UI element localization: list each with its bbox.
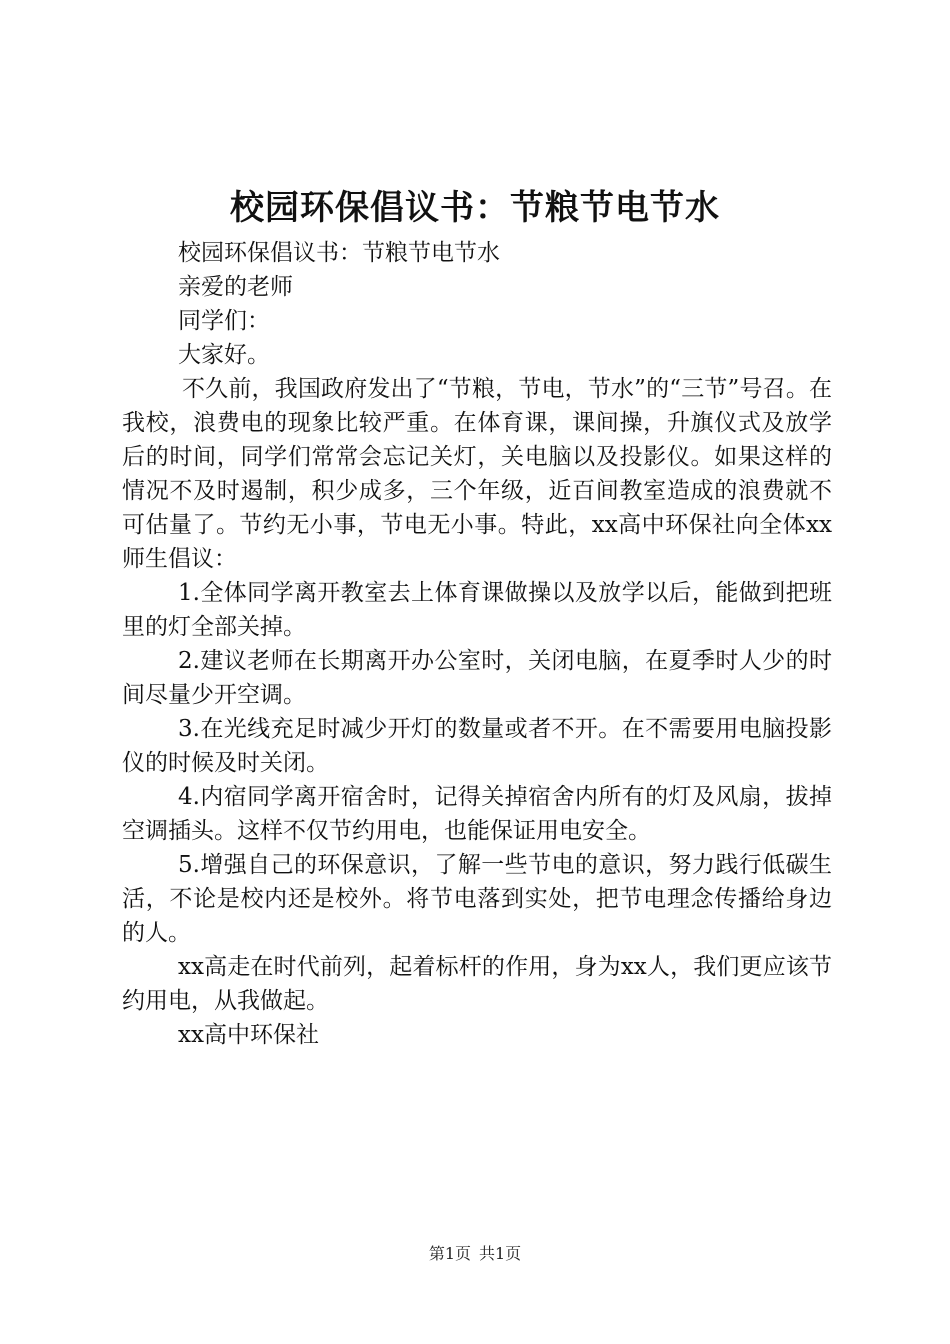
paragraph-greeting: 大家好。 bbox=[178, 342, 270, 368]
paragraph-item-2: 2.建议老师在长期离开办公室时，关闭电脑，在夏季时人少的时间尽量少开空调。 bbox=[122, 648, 832, 708]
paragraph-salutation-teachers: 亲爱的老师 bbox=[178, 274, 293, 300]
paragraph-salutation-students: 同学们： bbox=[178, 308, 270, 334]
document-body bbox=[122, 236, 832, 1052]
paragraph-item-1: 1.全体同学离开教室去上体育课做操以及放学以后，能做到把班里的灯全部关掉。 bbox=[122, 580, 832, 640]
paragraph-heading-repeat: 校园环保倡议书：节粮节电节水 bbox=[178, 240, 500, 266]
paragraph-closing: xx高走在时代前列，起着标杆的作用，身为xx人，我们更应该节约用电，从我做起。 bbox=[122, 954, 832, 1014]
document-title: 校园环保倡议书：节粮节电节水 bbox=[230, 188, 720, 228]
paragraph-item-3: 3.在光线充足时减少开灯的数量或者不开。在不需要用电脑投影仪的时候及时关闭。 bbox=[122, 716, 832, 776]
page-number: 第1页 bbox=[428, 1244, 471, 1263]
page-footer bbox=[0, 1243, 950, 1265]
paragraph-item-5: 5.增强自己的环保意识，了解一些节电的意识，努力践行低碳生活，不论是校内还是校外。将节电落到实处，把节电理念传播给身边的人。 bbox=[122, 852, 832, 946]
paragraph-item-4: 4.内宿同学离开宿舍时，记得关掉宿舍内所有的灯及风扇，拔掉空调插头。这样不仅节约用电，也能保证用电安全。 bbox=[122, 784, 832, 844]
paragraph-introduction: 不久前，我国政府发出了“节粮，节电，节水”的“三节”号召。在我校，浪费电的现象比较严重。在体育课，课间操，升旗仪式及放学后的时间，同学们常常会忘记关灯，关电脑以及投影仪。如果这样的情况不及时遏制，积少成多，三个年级，近百间教室造成的浪费就不可估量了。节约无小事，节电无小事。特此，xx高中环保社向全体xx师生倡议： bbox=[122, 376, 832, 572]
page-total: 共1页 bbox=[479, 1244, 522, 1263]
paragraph-signature: xx高中环保社 bbox=[178, 1022, 319, 1048]
